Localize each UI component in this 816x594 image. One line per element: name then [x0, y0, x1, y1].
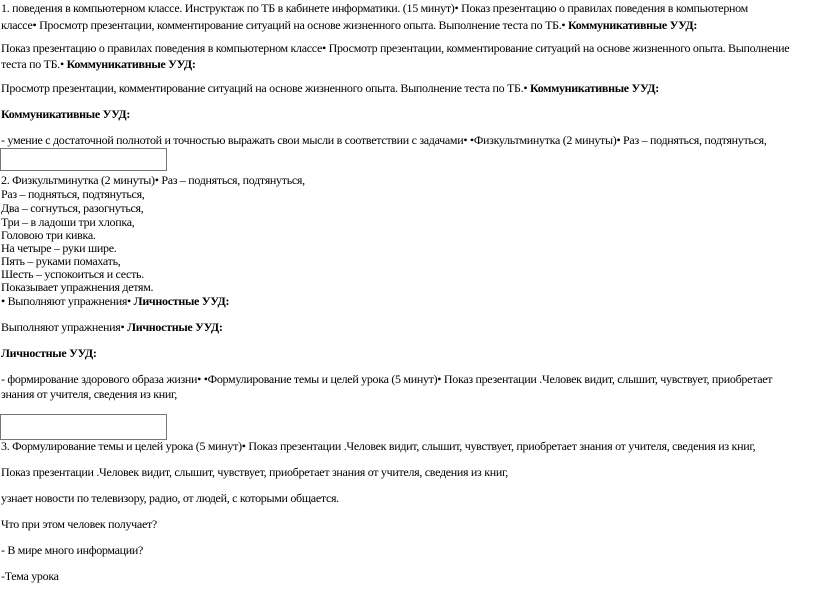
- heading-inline: Коммуникативные УУД:: [529, 81, 659, 95]
- text: • Выполняют упражнения•: [1, 294, 134, 308]
- text-line: знания от учителя, сведения из книг,: [1, 387, 177, 401]
- heading-inline: Коммуникативные УУД:: [66, 57, 196, 71]
- text-line: Показ презентацию о правилах поведения в компьютерном классе• Просмотр презентации, комментирование ситуаций на основе жизненного опыта. Выполнение: [1, 41, 790, 55]
- text: Просмотр презентации, комментирование ситуаций на основе жизненного опыта. Выполнение теста по ТБ.•: [1, 81, 530, 95]
- text-line: [1, 81, 659, 96]
- text-line: Головою три кивка.: [1, 228, 96, 242]
- text: Выполняют упражнения•: [1, 320, 128, 334]
- text-line: 2. Физкультминутка (2 минуты)• Раз – подняться, подтянуться,: [1, 173, 305, 187]
- text-line: [1, 18, 697, 33]
- text-line: - умение с достаточной полнотой и точностью выражать свои мысли в соответствии с задачами• •Физкультминутка (2 минуты)• Раз – подняться, подтянуться,: [1, 133, 767, 147]
- empty-box: [0, 148, 167, 171]
- text-line: узнает новости по телевизору, радио, от людей, с которыми общается.: [1, 491, 339, 505]
- heading: Коммуникативные УУД:: [1, 107, 131, 121]
- text-line: На четыре – руки шире.: [1, 241, 117, 255]
- text-line: Раз – подняться, подтянуться,: [1, 187, 145, 201]
- heading-inline: Личностные УУД:: [127, 320, 223, 334]
- text: теста по ТБ.•: [1, 57, 67, 71]
- text-line: - В мире много информации?: [1, 543, 144, 557]
- empty-box: [0, 414, 167, 440]
- text-line: -Тема урока: [1, 569, 59, 583]
- text-line: 1. поведения в компьютерном классе. Инструктаж по ТБ в кабинете информатики. (15 минут)• Показ презентацию о правилах поведения в компьютерном: [1, 1, 748, 15]
- text-line: [1, 294, 229, 309]
- text-line: - формирование здорового образа жизни• •Формулирование темы и целей урока (5 минут)• Показ презентации .Человек видит, слышит, чувствует, приобретает: [1, 372, 773, 386]
- text-line: Что при этом человек получает?: [1, 517, 157, 531]
- text-line: Показывает упражнения детям.: [1, 280, 154, 294]
- heading-inline: Коммуникативные УУД:: [568, 18, 698, 32]
- heading: Личностные УУД:: [1, 346, 97, 360]
- text-line: [1, 57, 196, 72]
- text-line: Шесть – успокоиться и сесть.: [1, 267, 144, 281]
- text-line: Показ презентации .Человек видит, слышит, чувствует, приобретает знания от учителя, сведения из книг,: [1, 465, 508, 479]
- text-line: 3. Формулирование темы и целей урока (5 минут)• Показ презентации .Человек видит, слышит, чувствует, приобретает знания от учителя, сведения из книг,: [1, 439, 756, 453]
- text-line: Два – согнуться, разогнуться,: [1, 201, 144, 215]
- text: классе• Просмотр презентации, комментирование ситуаций на основе жизненного опыта. Выполнение теста по ТБ.•: [1, 18, 568, 32]
- text-line: Пять – руками помахать,: [1, 254, 121, 268]
- text-line: [1, 320, 223, 335]
- heading-inline: Личностные УУД:: [133, 294, 230, 308]
- text-line: Три – в ладоши три хлопка,: [1, 215, 135, 229]
